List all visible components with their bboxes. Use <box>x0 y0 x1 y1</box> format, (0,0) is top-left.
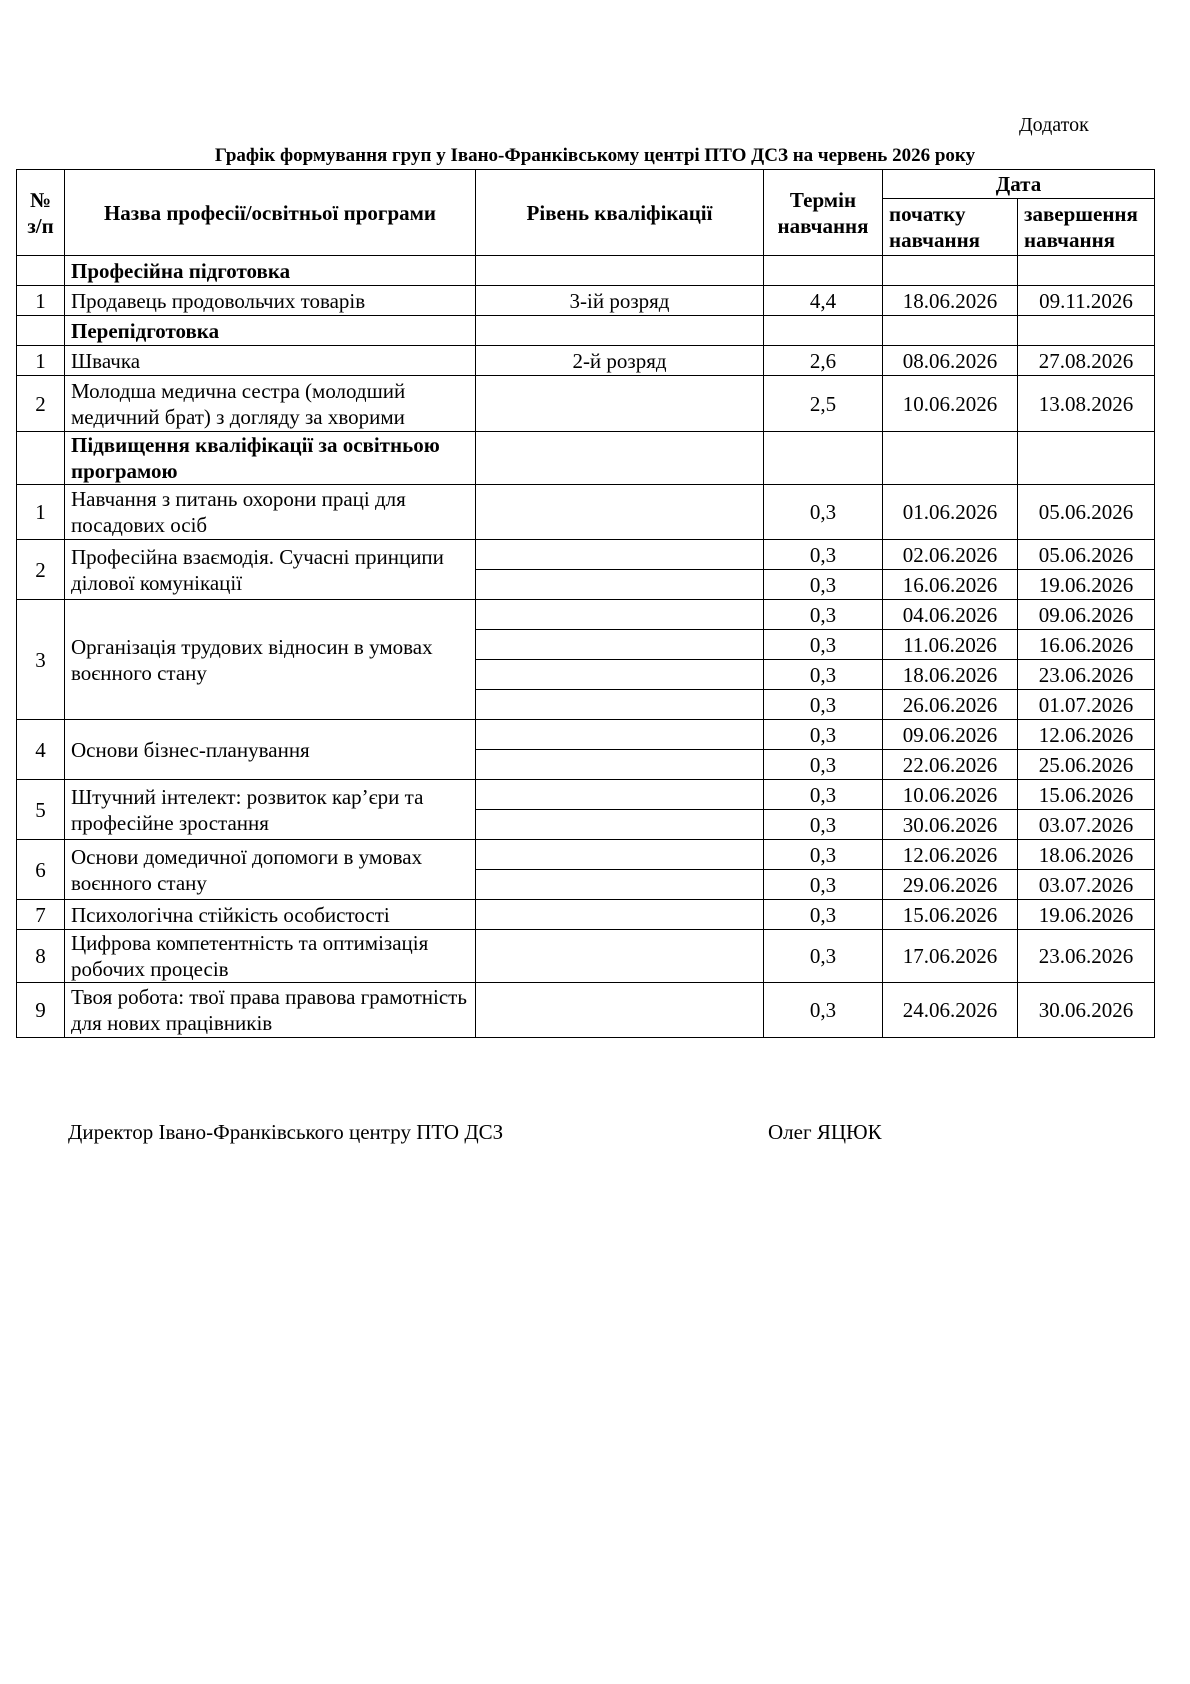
empty-cell <box>764 256 883 286</box>
training-term: 0,3 <box>764 690 883 720</box>
start-date: 29.06.2026 <box>883 870 1018 900</box>
end-date: 03.07.2026 <box>1018 810 1155 840</box>
row-number: 9 <box>17 983 65 1038</box>
end-date: 05.06.2026 <box>1018 540 1155 570</box>
table-row <box>17 286 1155 316</box>
program-name: Швачка <box>65 346 476 376</box>
program-name: Штучний інтелект: розвиток кар’єри та професійне зростання <box>65 780 476 840</box>
qualification-level <box>476 810 764 840</box>
end-date: 16.06.2026 <box>1018 630 1155 660</box>
empty-cell <box>883 256 1018 286</box>
row-number: 1 <box>17 346 65 376</box>
end-date: 30.06.2026 <box>1018 983 1155 1038</box>
table-row <box>17 780 1155 810</box>
header-level: Рівень кваліфікації <box>476 170 764 256</box>
start-date: 17.06.2026 <box>883 930 1018 983</box>
header-date: Дата <box>883 170 1155 199</box>
qualification-level <box>476 900 764 930</box>
qualification-level <box>476 485 764 540</box>
start-date: 04.06.2026 <box>883 600 1018 630</box>
row-number: 2 <box>17 540 65 600</box>
training-term: 0,3 <box>764 870 883 900</box>
qualification-level <box>476 600 764 630</box>
header-term: Термін навчання <box>764 170 883 256</box>
program-name: Основи домедичної допомоги в умовах воєнного стану <box>65 840 476 900</box>
qualification-level <box>476 570 764 600</box>
training-term: 4,4 <box>764 286 883 316</box>
end-date: 25.06.2026 <box>1018 750 1155 780</box>
training-term: 0,3 <box>764 600 883 630</box>
header-start: початку навчання <box>883 199 1018 256</box>
program-name: Основи бізнес-планування <box>65 720 476 780</box>
end-date: 09.06.2026 <box>1018 600 1155 630</box>
empty-cell <box>883 316 1018 346</box>
header-num: № з/п <box>17 170 65 256</box>
table-row <box>17 485 1155 540</box>
program-name: Навчання з питань охорони праці для посадових осіб <box>65 485 476 540</box>
qualification-level <box>476 750 764 780</box>
qualification-level: 3-ій розряд <box>476 286 764 316</box>
table-row <box>17 930 1155 983</box>
document-title: Графік формування груп у Івано-Франківському центрі ПТО ДСЗ на червень 2026 року <box>214 145 976 166</box>
row-number: 8 <box>17 930 65 983</box>
empty-cell <box>764 432 883 485</box>
qualification-level <box>476 690 764 720</box>
end-date: 09.11.2026 <box>1018 286 1155 316</box>
row-number: 4 <box>17 720 65 780</box>
end-date: 13.08.2026 <box>1018 376 1155 432</box>
qualification-level <box>476 930 764 983</box>
row-number: 2 <box>17 376 65 432</box>
start-date: 12.06.2026 <box>883 840 1018 870</box>
empty-cell <box>476 256 764 286</box>
start-date: 22.06.2026 <box>883 750 1018 780</box>
end-date: 19.06.2026 <box>1018 570 1155 600</box>
appendix-label: Додаток <box>1019 114 1089 136</box>
end-date: 27.08.2026 <box>1018 346 1155 376</box>
empty-cell <box>476 432 764 485</box>
table-row <box>17 376 1155 432</box>
end-date: 19.06.2026 <box>1018 900 1155 930</box>
start-date: 10.06.2026 <box>883 780 1018 810</box>
start-date: 02.06.2026 <box>883 540 1018 570</box>
qualification-level <box>476 376 764 432</box>
empty-cell <box>883 432 1018 485</box>
training-term: 0,3 <box>764 983 883 1038</box>
training-term: 0,3 <box>764 630 883 660</box>
qualification-level <box>476 630 764 660</box>
schedule-table-body <box>17 170 1155 1038</box>
start-date: 24.06.2026 <box>883 983 1018 1038</box>
start-date: 26.06.2026 <box>883 690 1018 720</box>
qualification-level: 2-й розряд <box>476 346 764 376</box>
program-name: Твоя робота: твої права правова грамотність для нових працівників <box>65 983 476 1038</box>
start-date: 01.06.2026 <box>883 485 1018 540</box>
program-name: Цифрова компетентність та оптимізація робочих процесів <box>65 930 476 983</box>
qualification-level <box>476 983 764 1038</box>
end-date: 05.06.2026 <box>1018 485 1155 540</box>
section-title: Підвищення кваліфікації за освітньою програмою <box>65 432 476 485</box>
end-date: 23.06.2026 <box>1018 930 1155 983</box>
section-title: Професійна підготовка <box>65 256 476 286</box>
end-date: 01.07.2026 <box>1018 690 1155 720</box>
training-term: 0,3 <box>764 930 883 983</box>
row-number: 3 <box>17 600 65 720</box>
empty-cell <box>1018 256 1155 286</box>
program-name: Продавець продовольчих товарів <box>65 286 476 316</box>
start-date: 11.06.2026 <box>883 630 1018 660</box>
row-number: 7 <box>17 900 65 930</box>
qualification-level <box>476 840 764 870</box>
end-date: 23.06.2026 <box>1018 660 1155 690</box>
qualification-level <box>476 720 764 750</box>
section-num-cell <box>17 432 65 485</box>
program-name: Молодша медична сестра (молодший медичний брат) з догляду за хворими <box>65 376 476 432</box>
section-num-cell <box>17 316 65 346</box>
start-date: 10.06.2026 <box>883 376 1018 432</box>
end-date: 18.06.2026 <box>1018 840 1155 870</box>
header-end: завершення навчання <box>1018 199 1155 256</box>
start-date: 09.06.2026 <box>883 720 1018 750</box>
empty-cell <box>1018 432 1155 485</box>
program-name: Організація трудових відносин в умовах воєнного стану <box>65 600 476 720</box>
end-date: 03.07.2026 <box>1018 870 1155 900</box>
training-term: 0,3 <box>764 810 883 840</box>
row-number: 1 <box>17 286 65 316</box>
table-row <box>17 900 1155 930</box>
start-date: 18.06.2026 <box>883 660 1018 690</box>
start-date: 15.06.2026 <box>883 900 1018 930</box>
start-date: 08.06.2026 <box>883 346 1018 376</box>
training-term: 0,3 <box>764 780 883 810</box>
qualification-level <box>476 780 764 810</box>
section-row <box>17 432 1155 485</box>
section-row <box>17 256 1155 286</box>
training-term: 0,3 <box>764 840 883 870</box>
row-number: 1 <box>17 485 65 540</box>
signature-name: Олег ЯЦЮК <box>768 1120 882 1144</box>
start-date: 16.06.2026 <box>883 570 1018 600</box>
header-name: Назва професії/освітньої програми <box>65 170 476 256</box>
start-date: 18.06.2026 <box>883 286 1018 316</box>
qualification-level <box>476 540 764 570</box>
training-term: 0,3 <box>764 900 883 930</box>
end-date: 12.06.2026 <box>1018 720 1155 750</box>
training-term: 0,3 <box>764 720 883 750</box>
section-title: Перепідготовка <box>65 316 476 346</box>
table-row <box>17 983 1155 1038</box>
qualification-level <box>476 870 764 900</box>
section-row <box>17 316 1155 346</box>
start-date: 30.06.2026 <box>883 810 1018 840</box>
training-term: 0,3 <box>764 570 883 600</box>
training-term: 0,3 <box>764 750 883 780</box>
table-row <box>17 540 1155 570</box>
program-name: Психологічна стійкість особистості <box>65 900 476 930</box>
table-row <box>17 840 1155 870</box>
row-number: 6 <box>17 840 65 900</box>
table-row <box>17 600 1155 630</box>
table-row <box>17 346 1155 376</box>
empty-cell <box>764 316 883 346</box>
header-row <box>17 170 1155 199</box>
end-date: 15.06.2026 <box>1018 780 1155 810</box>
program-name: Професійна взаємодія. Сучасні принципи ділової комунікації <box>65 540 476 600</box>
training-term: 0,3 <box>764 485 883 540</box>
qualification-level <box>476 660 764 690</box>
signature-position: Директор Івано-Франківського центру ПТО ДСЗ <box>68 1120 504 1144</box>
row-number: 5 <box>17 780 65 840</box>
empty-cell <box>1018 316 1155 346</box>
training-term: 0,3 <box>764 540 883 570</box>
training-term: 2,6 <box>764 346 883 376</box>
training-term: 0,3 <box>764 660 883 690</box>
empty-cell <box>476 316 764 346</box>
schedule-table <box>16 169 1155 1038</box>
table-row <box>17 720 1155 750</box>
training-term: 2,5 <box>764 376 883 432</box>
section-num-cell <box>17 256 65 286</box>
